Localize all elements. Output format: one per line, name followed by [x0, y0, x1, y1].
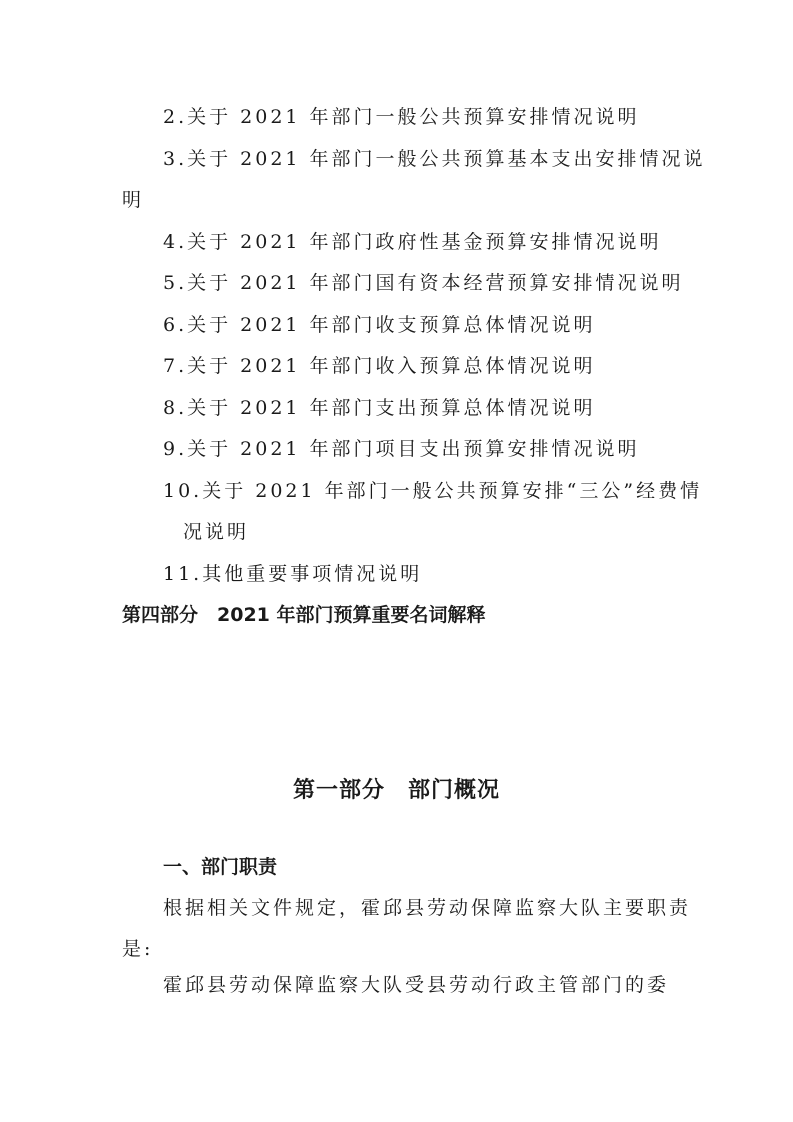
paragraph-line-2: 是: — [122, 938, 154, 960]
toc-item-3: 3.关于 2021 年部门一般公共预算基本支出安排情况说 — [163, 148, 706, 170]
paragraph-line-3: 霍邱县劳动保障监察大队受县劳动行政主管部门的委 — [163, 974, 670, 996]
toc-item-8: 8.关于 2021 年部门支出预算总体情况说明 — [163, 397, 596, 419]
toc-item-4: 4.关于 2021 年部门政府性基金预算安排情况说明 — [163, 231, 662, 253]
toc-item-6: 6.关于 2021 年部门收支预算总体情况说明 — [163, 314, 596, 336]
toc-item-2: 2.关于 2021 年部门一般公共预算安排情况说明 — [163, 106, 640, 128]
toc-item-3-continued: 明 — [122, 189, 145, 211]
toc-item-11: 11.其他重要事项情况说明 — [163, 563, 423, 585]
section-title: 第一部分 部门概况 — [292, 778, 500, 803]
toc-item-5: 5.关于 2021 年部门国有资本经营预算安排情况说明 — [163, 272, 684, 294]
paragraph-line-1: 根据相关文件规定，霍邱县劳动保障监察大队主要职责 — [163, 897, 692, 919]
toc-item-10: 10.关于 2021 年部门一般公共预算安排“三公”经费情 — [163, 480, 703, 502]
toc-item-7: 7.关于 2021 年部门收入预算总体情况说明 — [163, 355, 596, 377]
toc-part-four: 第四部分 2021 年部门预算重要名词解释 — [122, 604, 486, 626]
toc-item-9: 9.关于 2021 年部门项目支出预算安排情况说明 — [163, 438, 640, 460]
section-heading: 一、部门职责 — [163, 856, 278, 878]
toc-item-10-continued: 况说明 — [183, 521, 250, 543]
